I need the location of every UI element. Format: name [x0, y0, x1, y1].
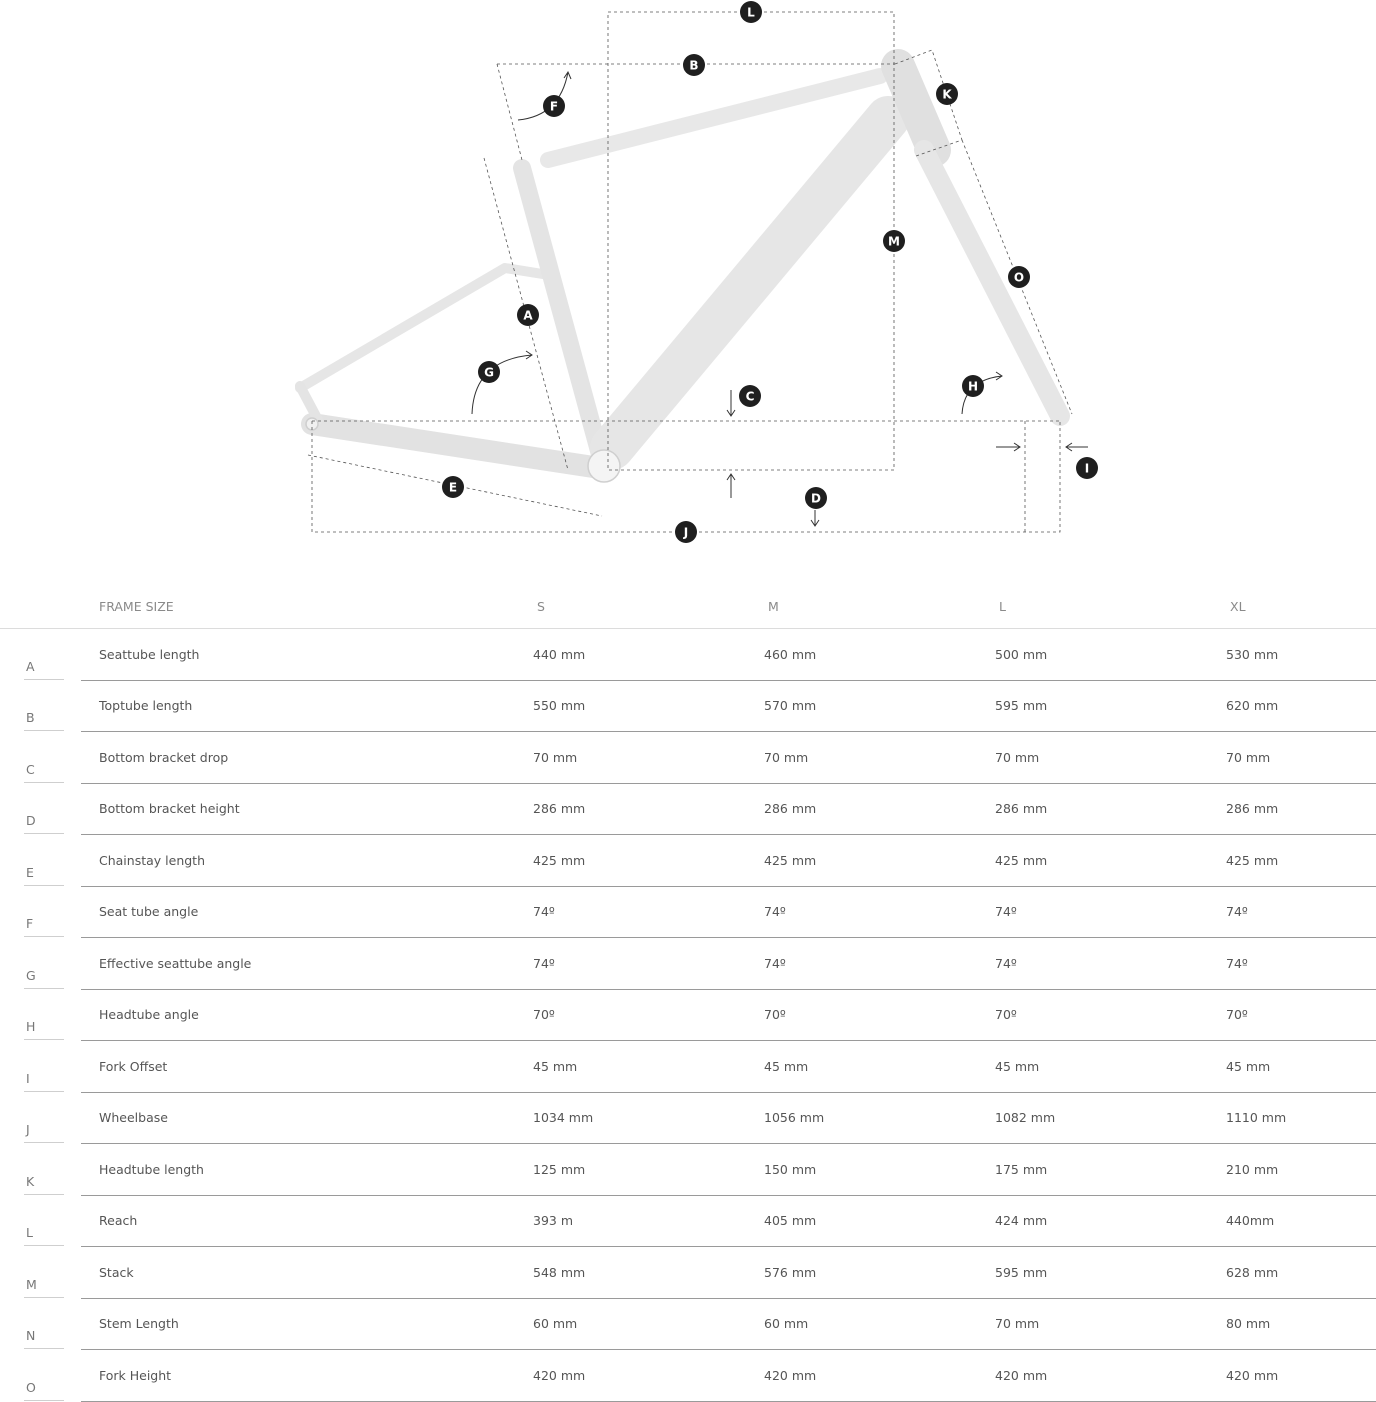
- row-measurement-name: Fork Offset: [81, 1041, 533, 1093]
- row-value-xl: 440mm: [1226, 1195, 1376, 1247]
- row-value-s: 74º: [533, 886, 764, 938]
- row-value-xl: 80 mm: [1226, 1298, 1376, 1350]
- row-letter: [0, 1350, 81, 1402]
- row-value-xl: 530 mm: [1226, 629, 1376, 681]
- row-value-m: 74º: [764, 886, 995, 938]
- top-tube: [548, 76, 880, 160]
- row-value-m: 576 mm: [764, 1247, 995, 1299]
- row-letter: [0, 1041, 81, 1093]
- table-row: [0, 732, 1376, 784]
- row-letter-text: A: [24, 655, 64, 680]
- row-letter: [0, 1144, 81, 1196]
- dimension-lines: [308, 12, 1072, 532]
- marker-j: [675, 521, 697, 543]
- svg-text:A: A: [523, 308, 533, 323]
- head-tube: [898, 66, 934, 150]
- row-value-xl: 74º: [1226, 886, 1376, 938]
- row-value-m: 405 mm: [764, 1195, 995, 1247]
- frame-geometry-diagram: [0, 0, 1376, 560]
- table-row: [0, 783, 1376, 835]
- row-value-s: 60 mm: [533, 1298, 764, 1350]
- row-value-m: 286 mm: [764, 783, 995, 835]
- row-value-xl: 425 mm: [1226, 835, 1376, 887]
- row-value-m: 425 mm: [764, 835, 995, 887]
- row-value-l: 595 mm: [995, 680, 1226, 732]
- row-value-s: 74º: [533, 938, 764, 990]
- row-measurement-name: Headtube length: [81, 1144, 533, 1196]
- row-value-s: 125 mm: [533, 1144, 764, 1196]
- row-measurement-name: Bottom bracket drop: [81, 732, 533, 784]
- row-letter-text: E: [24, 861, 64, 886]
- row-value-l: 70 mm: [995, 1298, 1226, 1350]
- table-row: [0, 629, 1376, 681]
- row-letter-text: L: [24, 1221, 64, 1246]
- marker-a: [517, 304, 539, 326]
- row-letter: [0, 938, 81, 990]
- row-letter-text: H: [24, 1015, 64, 1040]
- header-size-m: M: [764, 585, 995, 629]
- row-measurement-name: Bottom bracket height: [81, 783, 533, 835]
- row-letter: [0, 783, 81, 835]
- row-value-s: 286 mm: [533, 783, 764, 835]
- row-letter-text: G: [24, 964, 64, 989]
- marker-o: [1008, 266, 1030, 288]
- table-row: [0, 886, 1376, 938]
- chainstay: [312, 424, 600, 468]
- row-letter: [0, 629, 81, 681]
- row-letter-text: I: [24, 1067, 64, 1092]
- svg-text:G: G: [484, 365, 494, 380]
- row-value-s: 45 mm: [533, 1041, 764, 1093]
- svg-text:K: K: [942, 87, 952, 102]
- row-letter: [0, 1298, 81, 1350]
- header-blank: [0, 585, 81, 629]
- svg-text:C: C: [745, 389, 755, 404]
- table-row: [0, 1298, 1376, 1350]
- row-value-xl: 70º: [1226, 989, 1376, 1041]
- table-row: [0, 1041, 1376, 1093]
- row-measurement-name: Fork Height: [81, 1350, 533, 1402]
- row-value-l: 74º: [995, 886, 1226, 938]
- row-letter: [0, 1195, 81, 1247]
- marker-i: [1076, 457, 1098, 479]
- row-value-l: 45 mm: [995, 1041, 1226, 1093]
- row-value-m: 45 mm: [764, 1041, 995, 1093]
- table-body: [0, 629, 1376, 1402]
- svg-text:M: M: [888, 234, 900, 249]
- row-letter-text: F: [24, 912, 64, 937]
- row-value-m: 70º: [764, 989, 995, 1041]
- table-row: [0, 1092, 1376, 1144]
- row-value-m: 60 mm: [764, 1298, 995, 1350]
- bike-frame: [300, 66, 1060, 482]
- row-measurement-name: Seattube length: [81, 629, 533, 681]
- row-value-xl: 1110 mm: [1226, 1092, 1376, 1144]
- svg-text:H: H: [967, 379, 979, 394]
- row-value-xl: 620 mm: [1226, 680, 1376, 732]
- row-letter-text: C: [24, 758, 64, 783]
- table-header-row: [0, 585, 1376, 629]
- row-value-m: 420 mm: [764, 1350, 995, 1402]
- header-frame-size: FRAME SIZE: [81, 585, 533, 629]
- row-value-xl: 70 mm: [1226, 732, 1376, 784]
- row-value-xl: 420 mm: [1226, 1350, 1376, 1402]
- marker-m: [883, 230, 905, 252]
- header-size-l: L: [995, 585, 1226, 629]
- row-letter: [0, 835, 81, 887]
- row-value-s: 440 mm: [533, 629, 764, 681]
- seatstay: [300, 268, 555, 388]
- row-value-m: 570 mm: [764, 680, 995, 732]
- marker-f: [543, 95, 565, 117]
- row-letter-text: J: [24, 1118, 64, 1143]
- row-value-l: 70 mm: [995, 732, 1226, 784]
- row-measurement-name: Headtube angle: [81, 989, 533, 1041]
- row-letter-text: B: [24, 706, 64, 731]
- row-measurement-name: Reach: [81, 1195, 533, 1247]
- row-value-s: 70º: [533, 989, 764, 1041]
- row-letter: [0, 1247, 81, 1299]
- svg-text:E: E: [448, 480, 458, 495]
- row-letter: [0, 989, 81, 1041]
- marker-k: [936, 83, 958, 105]
- row-value-l: 595 mm: [995, 1247, 1226, 1299]
- row-value-xl: 286 mm: [1226, 783, 1376, 835]
- row-value-l: 500 mm: [995, 629, 1226, 681]
- marker-b: [683, 54, 705, 76]
- row-letter: [0, 886, 81, 938]
- row-value-s: 420 mm: [533, 1350, 764, 1402]
- row-value-m: 460 mm: [764, 629, 995, 681]
- row-value-xl: 74º: [1226, 938, 1376, 990]
- marker-e: [442, 476, 464, 498]
- row-value-s: 425 mm: [533, 835, 764, 887]
- row-value-m: 150 mm: [764, 1144, 995, 1196]
- table-row: [0, 1350, 1376, 1402]
- row-value-l: 74º: [995, 938, 1226, 990]
- row-letter-text: K: [24, 1170, 64, 1195]
- seatangle-line: [497, 64, 522, 160]
- marker-d: [805, 487, 827, 509]
- row-measurement-name: Toptube length: [81, 680, 533, 732]
- marker-l: [740, 1, 762, 23]
- svg-text:F: F: [549, 99, 559, 114]
- row-value-s: 548 mm: [533, 1247, 764, 1299]
- table-row: [0, 1195, 1376, 1247]
- header-size-s: S: [533, 585, 764, 629]
- row-value-l: 70º: [995, 989, 1226, 1041]
- table-row: [0, 938, 1376, 990]
- marker-g: [478, 361, 500, 383]
- header-size-xl: XL: [1226, 585, 1376, 629]
- marker-h: [962, 375, 984, 397]
- row-value-l: 1082 mm: [995, 1092, 1226, 1144]
- row-letter: [0, 680, 81, 732]
- marker-c: [739, 385, 761, 407]
- row-value-s: 1034 mm: [533, 1092, 764, 1144]
- svg-text:B: B: [689, 58, 699, 73]
- table-row: [0, 989, 1376, 1041]
- row-value-m: 1056 mm: [764, 1092, 995, 1144]
- row-letter-text: M: [24, 1273, 64, 1298]
- svg-text:I: I: [1084, 461, 1090, 476]
- row-value-s: 70 mm: [533, 732, 764, 784]
- row-measurement-name: Effective seattube angle: [81, 938, 533, 990]
- row-measurement-name: Wheelbase: [81, 1092, 533, 1144]
- row-letter: [0, 732, 81, 784]
- row-value-s: 550 mm: [533, 680, 764, 732]
- row-value-l: 424 mm: [995, 1195, 1226, 1247]
- row-value-xl: 628 mm: [1226, 1247, 1376, 1299]
- row-value-m: 74º: [764, 938, 995, 990]
- row-value-m: 70 mm: [764, 732, 995, 784]
- svg-text:J: J: [683, 525, 689, 540]
- row-letter-text: D: [24, 809, 64, 834]
- row-value-xl: 45 mm: [1226, 1041, 1376, 1093]
- row-value-l: 425 mm: [995, 835, 1226, 887]
- bottom-bracket: [588, 450, 620, 482]
- table-row: [0, 1144, 1376, 1196]
- svg-text:D: D: [811, 491, 821, 506]
- table-row: [0, 835, 1376, 887]
- row-value-xl: 210 mm: [1226, 1144, 1376, 1196]
- fork: [924, 150, 1060, 416]
- row-value-l: 420 mm: [995, 1350, 1226, 1402]
- row-value-s: 393 m: [533, 1195, 764, 1247]
- table-row: [0, 1247, 1376, 1299]
- row-letter-text: O: [24, 1376, 64, 1401]
- row-letter: [0, 1092, 81, 1144]
- row-measurement-name: Stack: [81, 1247, 533, 1299]
- svg-text:L: L: [747, 5, 755, 20]
- geometry-table: [0, 585, 1376, 1402]
- row-value-l: 286 mm: [995, 783, 1226, 835]
- row-value-l: 175 mm: [995, 1144, 1226, 1196]
- table-row: [0, 680, 1376, 732]
- svg-text:O: O: [1013, 270, 1025, 285]
- row-measurement-name: Stem Length: [81, 1298, 533, 1350]
- row-letter-text: N: [24, 1324, 64, 1349]
- row-measurement-name: Chainstay length: [81, 835, 533, 887]
- row-measurement-name: Seat tube angle: [81, 886, 533, 938]
